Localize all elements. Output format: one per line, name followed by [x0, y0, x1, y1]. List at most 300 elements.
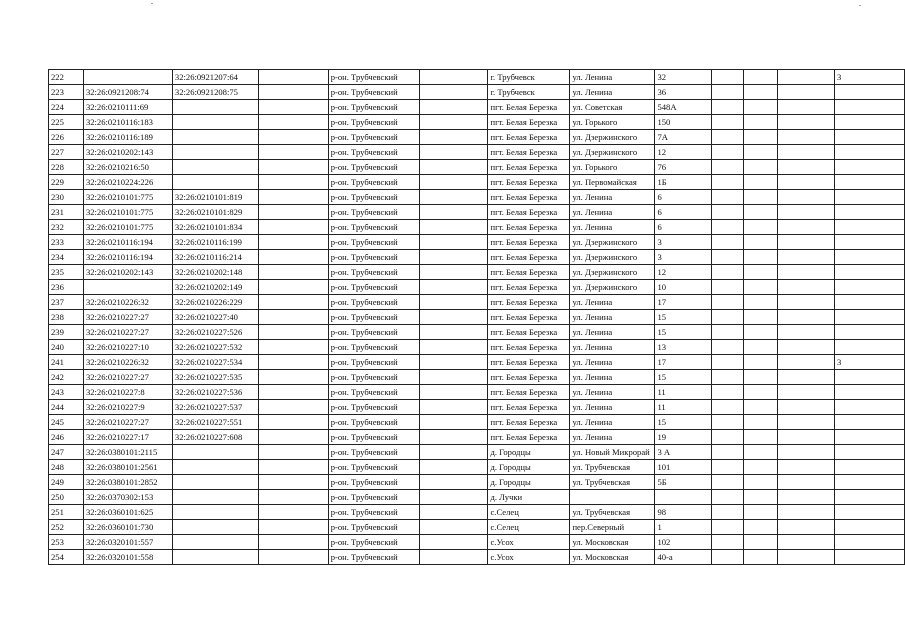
- house-number-cell: 15: [655, 310, 712, 325]
- blank-cell: [778, 250, 835, 265]
- count-cell: [835, 370, 905, 385]
- blank-cell: [744, 115, 778, 130]
- row-number-cell: 253: [49, 535, 84, 550]
- house-number-cell: 5Б: [655, 475, 712, 490]
- blank-cell: [744, 505, 778, 520]
- blank-cell: [744, 145, 778, 160]
- cadastral-number-cell: 32:26:0210227:608: [172, 430, 258, 445]
- parent-cadastral-number-cell: 32:26:0380101:2852: [83, 475, 172, 490]
- blank-cell: [712, 235, 744, 250]
- parent-cadastral-number-cell: 32:26:0210116:183: [83, 115, 172, 130]
- street-cell: ул. Дзержинского: [570, 235, 655, 250]
- house-number-cell: 6: [655, 220, 712, 235]
- blank-cell: [778, 430, 835, 445]
- table-row: [49, 355, 905, 370]
- cadastral-number-cell: 32:26:0210227:536: [172, 385, 258, 400]
- house-number-cell: 11: [655, 400, 712, 415]
- house-number-cell: 98: [655, 505, 712, 520]
- blank-cell: [712, 250, 744, 265]
- street-cell: ул. Ленина: [570, 430, 655, 445]
- blank-cell: [712, 475, 744, 490]
- blank-cell: [778, 460, 835, 475]
- blank-cell: [258, 400, 328, 415]
- blank-cell: [258, 310, 328, 325]
- settlement-cell: д. Городцы: [488, 475, 570, 490]
- settlement-cell: пгт. Белая Березка: [488, 190, 570, 205]
- table-row: [49, 520, 905, 535]
- parent-cadastral-number-cell: 32:26:0380101:2561: [83, 460, 172, 475]
- blank-cell: [258, 355, 328, 370]
- district-cell: р-он. Трубчевский: [328, 535, 419, 550]
- settlement-cell: с.Селец: [488, 520, 570, 535]
- district-cell: р-он. Трубчевский: [328, 355, 419, 370]
- table-row: [49, 70, 905, 85]
- house-number-cell: 15: [655, 415, 712, 430]
- cadastral-number-cell: [172, 115, 258, 130]
- blank-cell: [419, 355, 488, 370]
- street-cell: ул. Ленина: [570, 355, 655, 370]
- district-cell: р-он. Трубчевский: [328, 490, 419, 505]
- street-cell: ул. Ленина: [570, 70, 655, 85]
- cadastral-number-cell: [172, 475, 258, 490]
- street-cell: ул. Дзержинского: [570, 280, 655, 295]
- cadastral-number-cell: 32:26:0921207:64: [172, 70, 258, 85]
- row-number-cell: 231: [49, 205, 84, 220]
- table-row: [49, 445, 905, 460]
- district-cell: р-он. Трубчевский: [328, 460, 419, 475]
- cadastral-number-cell: [172, 460, 258, 475]
- district-cell: р-он. Трубчевский: [328, 145, 419, 160]
- settlement-cell: пгт. Белая Березка: [488, 400, 570, 415]
- house-number-cell: 10: [655, 280, 712, 295]
- blank-cell: [258, 205, 328, 220]
- row-number-cell: 222: [49, 70, 84, 85]
- district-cell: р-он. Трубчевский: [328, 190, 419, 205]
- count-cell: [835, 460, 905, 475]
- blank-cell: [258, 370, 328, 385]
- parent-cadastral-number-cell: 32:26:0360101:730: [83, 520, 172, 535]
- row-number-cell: 234: [49, 250, 84, 265]
- blank-cell: [419, 295, 488, 310]
- table-row: [49, 505, 905, 520]
- blank-cell: [744, 400, 778, 415]
- street-cell: ул. Трубчевская: [570, 460, 655, 475]
- blank-cell: [778, 385, 835, 400]
- table-row: [49, 175, 905, 190]
- parent-cadastral-number-cell: 32:26:0210227:10: [83, 340, 172, 355]
- district-cell: р-он. Трубчевский: [328, 400, 419, 415]
- parent-cadastral-number-cell: 32:26:0210216:50: [83, 160, 172, 175]
- blank-cell: [419, 400, 488, 415]
- count-cell: [835, 505, 905, 520]
- district-cell: р-он. Трубчевский: [328, 370, 419, 385]
- row-number-cell: 223: [49, 85, 84, 100]
- blank-cell: [712, 115, 744, 130]
- blank-cell: [258, 325, 328, 340]
- table-row: [49, 310, 905, 325]
- blank-cell: [712, 175, 744, 190]
- blank-cell: [778, 265, 835, 280]
- street-cell: ул. Ленина: [570, 205, 655, 220]
- cadastral-number-cell: 32:26:0210227:526: [172, 325, 258, 340]
- blank-cell: [712, 310, 744, 325]
- count-cell: [835, 310, 905, 325]
- cadastral-number-cell: 32:26:0210227:40: [172, 310, 258, 325]
- settlement-cell: пгт. Белая Березка: [488, 430, 570, 445]
- parent-cadastral-number-cell: 32:26:0210101:775: [83, 205, 172, 220]
- table-row: [49, 535, 905, 550]
- blank-cell: [419, 430, 488, 445]
- parent-cadastral-number-cell: 32:26:0210227:9: [83, 400, 172, 415]
- blank-cell: [419, 445, 488, 460]
- count-cell: [835, 250, 905, 265]
- parent-cadastral-number-cell: 32:26:0921208:74: [83, 85, 172, 100]
- table-row: [49, 475, 905, 490]
- settlement-cell: пгт. Белая Березка: [488, 145, 570, 160]
- cadastral-number-cell: [172, 550, 258, 565]
- count-cell: [835, 535, 905, 550]
- blank-cell: [258, 550, 328, 565]
- street-cell: ул. Московская: [570, 550, 655, 565]
- house-number-cell: 12: [655, 145, 712, 160]
- blank-cell: [744, 535, 778, 550]
- blank-cell: [712, 460, 744, 475]
- blank-cell: [258, 100, 328, 115]
- blank-cell: [712, 370, 744, 385]
- count-cell: [835, 430, 905, 445]
- cadastral-number-cell: [172, 145, 258, 160]
- blank-cell: [778, 130, 835, 145]
- cadastral-number-cell: [172, 175, 258, 190]
- street-cell: ул. Ленина: [570, 415, 655, 430]
- cadastral-number-cell: 32:26:0210227:551: [172, 415, 258, 430]
- blank-cell: [744, 70, 778, 85]
- blank-cell: [419, 265, 488, 280]
- blank-cell: [778, 505, 835, 520]
- table-row: [49, 325, 905, 340]
- blank-cell: [419, 130, 488, 145]
- blank-cell: [744, 415, 778, 430]
- blank-cell: [258, 535, 328, 550]
- blank-cell: [712, 430, 744, 445]
- row-number-cell: 246: [49, 430, 84, 445]
- row-number-cell: 242: [49, 370, 84, 385]
- cadastral-number-cell: 32:26:0921208:75: [172, 85, 258, 100]
- blank-cell: [778, 340, 835, 355]
- table-row: [49, 130, 905, 145]
- count-cell: [835, 490, 905, 505]
- parent-cadastral-number-cell: 32:26:0210202:143: [83, 145, 172, 160]
- row-number-cell: 238: [49, 310, 84, 325]
- parent-cadastral-number-cell: 32:26:0210202:143: [83, 265, 172, 280]
- row-number-cell: 232: [49, 220, 84, 235]
- blank-cell: [419, 220, 488, 235]
- settlement-cell: пгт. Белая Березка: [488, 415, 570, 430]
- district-cell: р-он. Трубчевский: [328, 415, 419, 430]
- row-number-cell: 239: [49, 325, 84, 340]
- settlement-cell: пгт. Белая Березка: [488, 250, 570, 265]
- district-cell: р-он. Трубчевский: [328, 430, 419, 445]
- blank-cell: [744, 175, 778, 190]
- house-number-cell: 6: [655, 190, 712, 205]
- blank-cell: [419, 520, 488, 535]
- street-cell: ул. Горького: [570, 160, 655, 175]
- table-row: [49, 145, 905, 160]
- parent-cadastral-number-cell: [83, 280, 172, 295]
- blank-cell: [712, 295, 744, 310]
- blank-cell: [712, 490, 744, 505]
- settlement-cell: д. Городцы: [488, 460, 570, 475]
- blank-cell: [258, 190, 328, 205]
- settlement-cell: пгт. Белая Березка: [488, 160, 570, 175]
- district-cell: р-он. Трубчевский: [328, 340, 419, 355]
- street-cell: ул. Ленина: [570, 220, 655, 235]
- blank-cell: [712, 445, 744, 460]
- settlement-cell: пгт. Белая Березка: [488, 370, 570, 385]
- blank-cell: [778, 370, 835, 385]
- house-number-cell: 11: [655, 385, 712, 400]
- house-number-cell: 6: [655, 205, 712, 220]
- count-cell: [835, 130, 905, 145]
- settlement-cell: г. Трубчевск: [488, 85, 570, 100]
- row-number-cell: 252: [49, 520, 84, 535]
- blank-cell: [778, 520, 835, 535]
- cadastral-number-cell: 32:26:0210227:535: [172, 370, 258, 385]
- street-cell: ул. Московская: [570, 535, 655, 550]
- settlement-cell: пгт. Белая Березка: [488, 340, 570, 355]
- blank-cell: [778, 535, 835, 550]
- house-number-cell: 102: [655, 535, 712, 550]
- count-cell: [835, 235, 905, 250]
- house-number-cell: 150: [655, 115, 712, 130]
- settlement-cell: с.Селец: [488, 505, 570, 520]
- blank-cell: [258, 445, 328, 460]
- blank-cell: [712, 535, 744, 550]
- house-number-cell: 40-а: [655, 550, 712, 565]
- row-number-cell: 251: [49, 505, 84, 520]
- district-cell: р-он. Трубчевский: [328, 475, 419, 490]
- street-cell: ул. Трубчевская: [570, 475, 655, 490]
- blank-cell: [744, 475, 778, 490]
- parent-cadastral-number-cell: 32:26:0210226:32: [83, 355, 172, 370]
- cadastral-number-cell: [172, 100, 258, 115]
- district-cell: р-он. Трубчевский: [328, 445, 419, 460]
- parent-cadastral-number-cell: 32:26:0320101:557: [83, 535, 172, 550]
- blank-cell: [778, 310, 835, 325]
- blank-cell: [419, 415, 488, 430]
- house-number-cell: 12: [655, 265, 712, 280]
- street-cell: ул. Новый Микрорай: [570, 445, 655, 460]
- blank-cell: [258, 265, 328, 280]
- blank-cell: [258, 520, 328, 535]
- blank-cell: [712, 415, 744, 430]
- blank-cell: [744, 130, 778, 145]
- street-cell: ул. Ленина: [570, 190, 655, 205]
- row-number-cell: 250: [49, 490, 84, 505]
- blank-cell: [258, 145, 328, 160]
- house-number-cell: 3: [655, 250, 712, 265]
- cadastral-number-cell: [172, 490, 258, 505]
- blank-cell: [744, 205, 778, 220]
- settlement-cell: пгт. Белая Березка: [488, 385, 570, 400]
- blank-cell: [744, 250, 778, 265]
- count-cell: [835, 520, 905, 535]
- blank-cell: [712, 550, 744, 565]
- street-cell: ул. Дзержинского: [570, 250, 655, 265]
- house-number-cell: 548А: [655, 100, 712, 115]
- district-cell: р-он. Трубчевский: [328, 205, 419, 220]
- blank-cell: [744, 325, 778, 340]
- count-cell: [835, 115, 905, 130]
- district-cell: р-он. Трубчевский: [328, 265, 419, 280]
- blank-cell: [258, 295, 328, 310]
- table-row: [49, 295, 905, 310]
- cadastral-number-cell: 32:26:0210202:149: [172, 280, 258, 295]
- count-cell: [835, 205, 905, 220]
- street-cell: ул. Ленина: [570, 295, 655, 310]
- row-number-cell: 244: [49, 400, 84, 415]
- district-cell: р-он. Трубчевский: [328, 130, 419, 145]
- blank-cell: [744, 235, 778, 250]
- blank-cell: [419, 190, 488, 205]
- settlement-cell: пгт. Белая Березка: [488, 100, 570, 115]
- blank-cell: [744, 190, 778, 205]
- street-cell: пер.Северный: [570, 520, 655, 535]
- count-cell: [835, 400, 905, 415]
- row-number-cell: 227: [49, 145, 84, 160]
- parent-cadastral-number-cell: 32:26:0210226:32: [83, 295, 172, 310]
- table-row: [49, 490, 905, 505]
- blank-cell: [712, 205, 744, 220]
- blank-cell: [744, 100, 778, 115]
- blank-cell: [778, 355, 835, 370]
- blank-cell: [744, 430, 778, 445]
- parent-cadastral-number-cell: 32:26:0210227:27: [83, 310, 172, 325]
- street-cell: ул. Ленина: [570, 325, 655, 340]
- district-cell: р-он. Трубчевский: [328, 115, 419, 130]
- table-row: [49, 100, 905, 115]
- blank-cell: [712, 160, 744, 175]
- blank-cell: [778, 85, 835, 100]
- parent-cadastral-number-cell: 32:26:0210227:27: [83, 370, 172, 385]
- settlement-cell: пгт. Белая Березка: [488, 310, 570, 325]
- blank-cell: [778, 445, 835, 460]
- table-row: [49, 370, 905, 385]
- row-number-cell: 229: [49, 175, 84, 190]
- blank-cell: [778, 160, 835, 175]
- settlement-cell: пгт. Белая Березка: [488, 175, 570, 190]
- count-cell: [835, 445, 905, 460]
- blank-cell: [419, 145, 488, 160]
- blank-cell: [419, 370, 488, 385]
- blank-cell: [712, 280, 744, 295]
- blank-cell: [744, 220, 778, 235]
- count-cell: [835, 160, 905, 175]
- count-cell: [835, 325, 905, 340]
- row-number-cell: 240: [49, 340, 84, 355]
- district-cell: р-он. Трубчевский: [328, 310, 419, 325]
- house-number-cell: 36: [655, 85, 712, 100]
- blank-cell: [419, 250, 488, 265]
- blank-cell: [712, 265, 744, 280]
- blank-cell: [258, 130, 328, 145]
- street-cell: ул. Горького: [570, 115, 655, 130]
- blank-cell: [778, 325, 835, 340]
- table-row: [49, 340, 905, 355]
- count-cell: 3: [835, 355, 905, 370]
- count-cell: [835, 385, 905, 400]
- parent-cadastral-number-cell: 32:26:0210101:775: [83, 190, 172, 205]
- table-row: [49, 190, 905, 205]
- cadastral-number-cell: 32:26:0210202:148: [172, 265, 258, 280]
- blank-cell: [778, 550, 835, 565]
- blank-cell: [419, 550, 488, 565]
- blank-cell: [778, 115, 835, 130]
- blank-cell: [778, 190, 835, 205]
- house-number-cell: 17: [655, 355, 712, 370]
- district-cell: р-он. Трубчевский: [328, 100, 419, 115]
- blank-cell: [419, 160, 488, 175]
- blank-cell: [744, 265, 778, 280]
- settlement-cell: д. Городцы: [488, 445, 570, 460]
- blank-cell: [712, 70, 744, 85]
- cadastral-number-cell: 32:26:0210116:199: [172, 235, 258, 250]
- table-row: [49, 550, 905, 565]
- blank-cell: [712, 85, 744, 100]
- row-number-cell: 243: [49, 385, 84, 400]
- blank-cell: [419, 460, 488, 475]
- parent-cadastral-number-cell: 32:26:0370302:153: [83, 490, 172, 505]
- blank-cell: [419, 235, 488, 250]
- parent-cadastral-number-cell: 32:26:0210227:17: [83, 430, 172, 445]
- count-cell: [835, 280, 905, 295]
- row-number-cell: 248: [49, 460, 84, 475]
- district-cell: р-он. Трубчевский: [328, 325, 419, 340]
- row-number-cell: 249: [49, 475, 84, 490]
- street-cell: ул. Первомайская: [570, 175, 655, 190]
- parent-cadastral-number-cell: 32:26:0380101:2115: [83, 445, 172, 460]
- table-row: [49, 460, 905, 475]
- blank-cell: [258, 85, 328, 100]
- street-cell: ул. Советская: [570, 100, 655, 115]
- settlement-cell: пгт. Белая Березка: [488, 295, 570, 310]
- count-cell: [835, 220, 905, 235]
- street-cell: ул. Ленина: [570, 340, 655, 355]
- table-row: [49, 160, 905, 175]
- house-number-cell: 19: [655, 430, 712, 445]
- blank-cell: [258, 385, 328, 400]
- blank-cell: [258, 250, 328, 265]
- table-row: [49, 205, 905, 220]
- blank-cell: [744, 280, 778, 295]
- count-cell: [835, 415, 905, 430]
- settlement-cell: пгт. Белая Березка: [488, 235, 570, 250]
- blank-cell: [778, 400, 835, 415]
- blank-cell: [778, 475, 835, 490]
- cadastral-number-cell: 32:26:0210101:834: [172, 220, 258, 235]
- street-cell: ул. Ленина: [570, 310, 655, 325]
- row-number-cell: 225: [49, 115, 84, 130]
- count-cell: [835, 85, 905, 100]
- district-cell: р-он. Трубчевский: [328, 85, 419, 100]
- blank-cell: [419, 340, 488, 355]
- district-cell: р-он. Трубчевский: [328, 70, 419, 85]
- row-number-cell: 226: [49, 130, 84, 145]
- row-number-cell: 224: [49, 100, 84, 115]
- district-cell: р-он. Трубчевский: [328, 550, 419, 565]
- blank-cell: [744, 460, 778, 475]
- settlement-cell: с.Усох: [488, 535, 570, 550]
